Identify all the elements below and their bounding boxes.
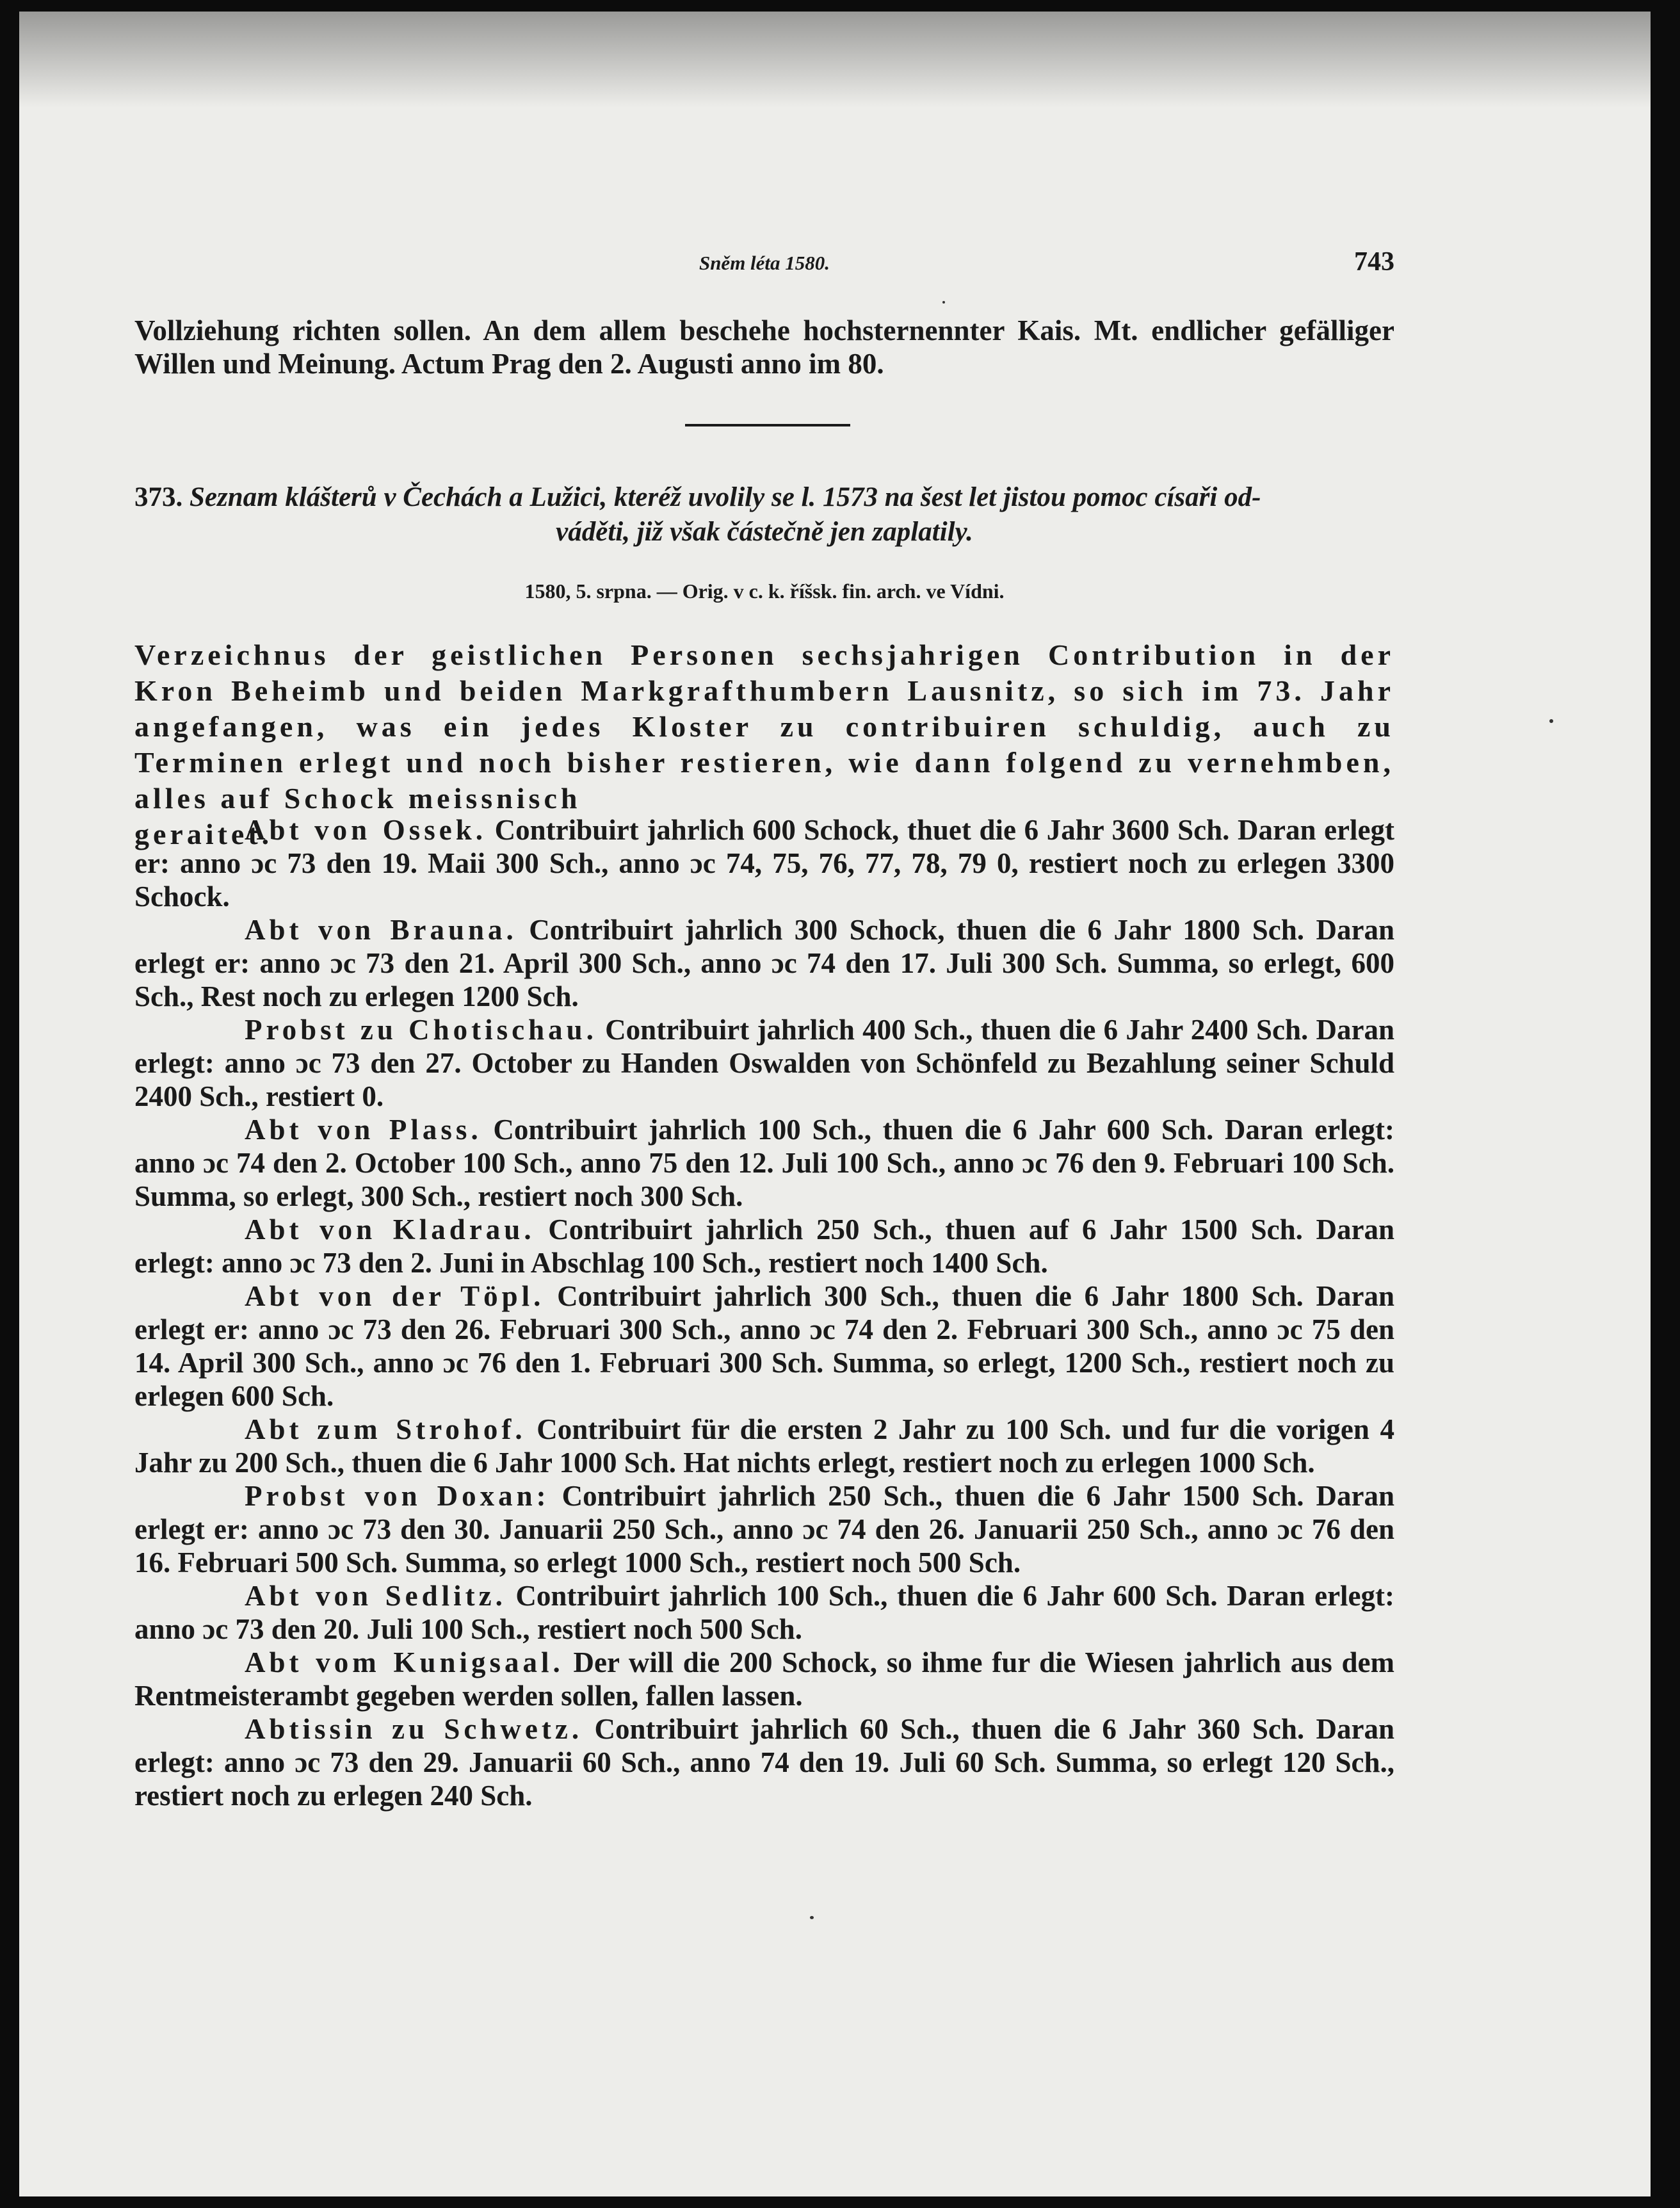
entry-text: Contribuirt für die ersten 2 Jahr zu 100 Sch. und fur die vorigen 4 Jahr zu 200 Sch., thuen die 6 Jahr 1000 Sch. Hat nichts erlegt, restiert noch zu erlegen 1000 Sch. [134,1413,1394,1479]
intro-paragraph: Vollziehung richten sollen. An dem allem beschehe hochsternennter Kais. Mt. endlicher gefälliger Willen und Meinung. Actum Prag den 2. Augusti anno im 80. [134,314,1394,380]
german-title-text: Verzeichnus der geistlichen Personen sechsjahrigen Contribution in der Kron Beheimb und beiden Markgrafthumbern Lausnitz, so sich im 73. Jahr angefangen, was ein jedes Kloster zu contribuiren schuldig, auch zu Terminen erlegt und noch bisher restieren, wie dann folgend zu vernehmben, alles auf Schock meissnisch [134,638,1394,815]
entry-name: Probst zu Chotischau. [245,1014,597,1046]
entry-name: Abt von Brauna. [245,914,517,946]
entry-text: Contribuirt jahrlich 600 Schock, thuet die 6 Jahr 3600 Sch. Daran erlegt er: anno ɔc 73 den 19. Maii 300 Sch., anno ɔc 74, 75, 76, 77, 78, 79 0, restiert noch zu erlegen 3300 Schock. [134,814,1394,913]
section-divider [685,424,850,426]
source-note: 1580, 5. srpna. — Orig. v c. k. říšsk. fin. arch. ve Vídni. [524,580,1005,603]
source-block [134,580,1394,603]
scan-shadow [19,12,1651,108]
entry-kunigsaal [134,1646,1394,1712]
document-number: 373. [134,482,183,512]
entry-kladrau [134,1213,1394,1279]
entry-name: Abt zum Strohof. [245,1413,526,1445]
entry-name: Abt von Plass. [245,1114,482,1146]
entry-text: Contribuirt jahrlich 300 Schock, thuen die 6 Jahr 1800 Sch. Daran erlegt er: anno ɔc 73 den 21. April 300 Sch., anno ɔc 74 den 17. Juli 300 Sch. Summa, so erlegt, 600 Sch., Rest noch zu erlegen 1200 Sch. [134,914,1394,1012]
entry-text: Contribuirt jahrlich 300 Sch., thuen die 6 Jahr 1800 Sch. Daran erlegt er: anno ɔc 73 den 26. Februari 300 Sch., anno ɔc 74 den 2. Februari 300 Sch., anno ɔc 75 den 14. April 300 Sch., anno ɔc 76 den 1. Februari 300 Sch. Summa, so erlegt, 1200 Sch., restiert noch zu erlegen 600 Sch. [134,1280,1394,1412]
scan-speck [1549,719,1553,723]
entry-name: Abt von Ossek. [245,814,487,846]
entry-toepl [134,1279,1394,1413]
entry-text: Contribuirt jahrlich 250 Sch., thuen die 6 Jahr 1500 Sch. Daran erlegt er: anno ɔc 73 den 30. Januarii 250 Sch., anno ɔc 74 den 26. Januarii 250 Sch., anno ɔc 76 den 16. Februari 500 Sch. Summa, so erlegt 1000 Sch., restiert noch 500 Sch. [134,1480,1394,1579]
entry-strohof [134,1413,1394,1479]
entry-brauna [134,913,1394,1013]
entry-name: Abt von der Töpl. [245,1280,545,1312]
entry-chotischau [134,1013,1394,1113]
entry-text: Contribuirt jahrlich 60 Sch., thuen die 6 Jahr 360 Sch. Daran erlegt: anno ɔc 73 den 29. Januarii 60 Sch., anno 74 den 19. Juli 60 Sch. Summa, so erlegt 120 Sch., restiert noch zu erlegen 240 Sch. [134,1713,1394,1812]
document-header [134,480,1394,549]
running-head [134,247,1394,285]
entry-ossek [134,813,1394,913]
heading-line-1: Seznam klášterů v Čechách a Lužici, kteréž uvolily se l. 1573 na šest let jistou pomoc císaři od- [190,482,1261,512]
page-number: 743 [1354,247,1394,277]
entry-name: Abt von Sedlitz. [245,1580,506,1612]
entry-text: Der will die 200 Schock, so ihme fur die Wiesen jahrlich aus dem Rentmeisterambt gegeben werden sollen, fallen lassen. [134,1646,1394,1712]
entry-schwetz [134,1712,1394,1812]
german-title-last: geraitet. [134,818,273,850]
entry-text: Contribuirt jahrlich 100 Sch., thuen die 6 Jahr 600 Sch. Daran erlegt: anno ɔc 74 den 2. October 100 Sch., anno 75 den 12. Juli 100 Sch., anno ɔc 76 den 9. Februari 100 Sch. Summa, so erlegt, 300 Sch., restiert noch 300 Sch. [134,1114,1394,1212]
entry-name: Abt von Kladrau. [245,1214,535,1246]
entry-name: Abtissin zu Schwetz. [245,1713,583,1745]
entry-doxan [134,1479,1394,1579]
heading-line-2: váděti, již však částečně jen zaplatily. [556,517,973,547]
entry-text: Contribuirt jahrlich 250 Sch., thuen auf 6 Jahr 1500 Sch. Daran erlegt: anno ɔc 73 den 2. Juni in Abschlag 100 Sch., restiert noch 1400 Sch. [134,1214,1394,1279]
entry-text: Contribuirt jahrlich 400 Sch., thuen die 6 Jahr 2400 Sch. Daran erlegt: anno ɔc 73 den 27. October zu Handen Oswalden von Schönfeld zu Bezahlung seiner Schuld 2400 Sch., restiert 0. [134,1014,1394,1112]
entry-name: Probst von Doxan: [245,1480,550,1512]
entry-name: Abt vom Kunigsaal. [245,1646,564,1678]
entry-sedlitz [134,1579,1394,1646]
entry-text: Contribuirt jahrlich 100 Sch., thuen die 6 Jahr 600 Sch. Daran erlegt: anno ɔc 73 den 20. Juli 100 Sch., restiert noch 500 Sch. [134,1580,1394,1645]
entry-plass [134,1113,1394,1213]
scan-speck [810,1916,814,1919]
scan-speck [942,301,945,304]
entries-list [134,813,1394,1812]
document-heading [134,480,1394,549]
intro-block [134,314,1394,380]
running-title: Sněm léta 1580. [699,252,830,274]
